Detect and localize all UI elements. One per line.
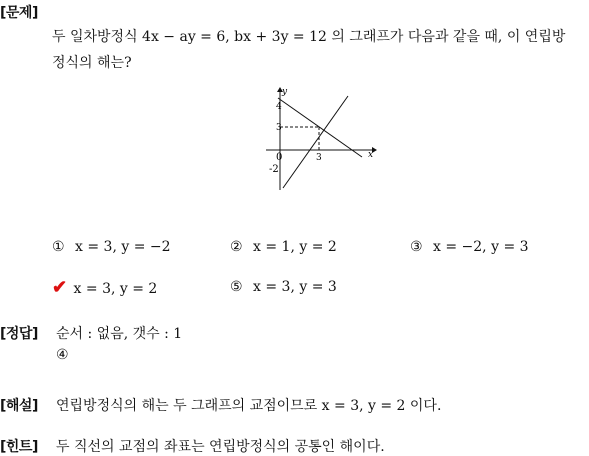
line-increasing — [283, 96, 348, 188]
x-tick-3: 3 — [316, 153, 322, 163]
option-2-text: x = 1, y = 2 — [253, 239, 337, 255]
option-1[interactable] — [52, 239, 171, 255]
problem-text-line1: 두 일차방정식 4x − ay = 6, bx + 3y = 12 의 그래프가 다음과 같을 때, 이 연립방 — [52, 29, 566, 45]
x-axis-label: x — [368, 150, 374, 160]
answer-text-line1: 순서 : 없음, 갯수 : 1 — [56, 326, 183, 342]
explanation-tag: [해설] — [0, 398, 38, 414]
line-graph-figure — [262, 84, 382, 196]
hint-text: 두 직선의 교점의 좌표는 연립방정식의 공통인 해이다. — [56, 439, 385, 455]
option-1-marker: ① — [52, 239, 65, 255]
option-3-marker: ③ — [410, 239, 423, 255]
answer-tag: [정답] — [0, 326, 38, 342]
option-5[interactable] — [230, 279, 337, 295]
option-2[interactable] — [230, 239, 337, 255]
option-3-text: x = −2, y = 3 — [433, 239, 529, 255]
option-3[interactable] — [410, 239, 529, 255]
problem-text-line2: 정식의 해는? — [52, 55, 132, 71]
y-tick-neg2: -2 — [269, 164, 279, 175]
option-2-marker: ② — [230, 239, 243, 255]
option-4-text: x = 3, y = 2 — [73, 281, 158, 297]
option-4[interactable] — [52, 277, 157, 298]
checkmark-icon: ✔ — [52, 277, 68, 298]
y-tick-4: 4 — [276, 102, 282, 112]
y-tick-3: 3 — [276, 123, 282, 133]
option-1-text: x = 3, y = −2 — [75, 239, 171, 255]
problem-tag: [문제] — [0, 5, 38, 21]
option-5-text: x = 3, y = 3 — [253, 279, 337, 295]
hint-tag: [힌트] — [0, 439, 38, 455]
explanation-text: 연립방정식의 해는 두 그래프의 교점이므로 x = 3, y = 2 이다. — [56, 398, 442, 414]
answer-text-line2: ④ — [56, 347, 69, 363]
origin-label: 0 — [276, 152, 283, 163]
option-5-marker: ⑤ — [230, 279, 243, 295]
y-axis-label: y — [282, 87, 288, 97]
